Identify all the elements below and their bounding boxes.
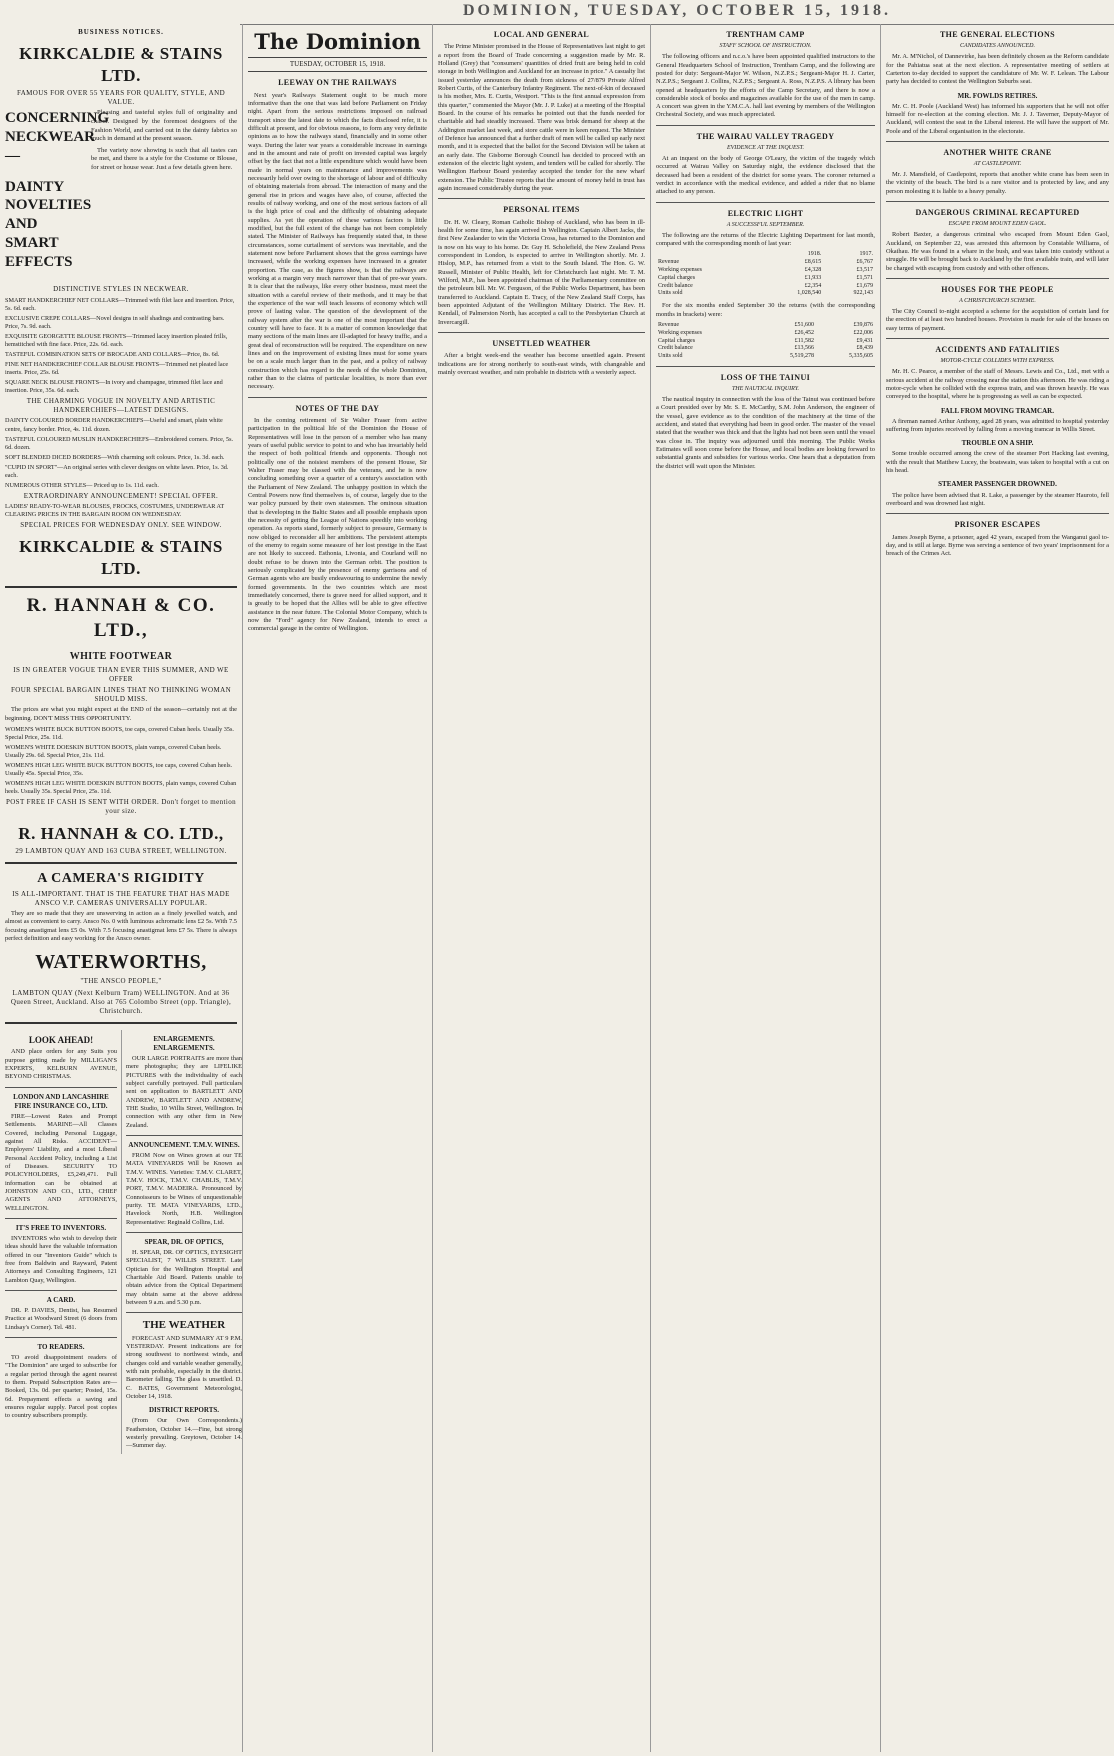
trentham-subhead: STAFF SCHOOL OF INSTRUCTION. <box>719 43 812 50</box>
drowned-heading: STEAMER PASSENGER DROWNED. <box>938 480 1057 489</box>
table-cell: £1,933 <box>804 274 822 281</box>
district-heading: DISTRICT REPORTS. <box>148 1406 220 1415</box>
ad-copy: OUR LARGE PORTRAITS are more than mere photographs; they are LIFELIKE PICTURES with the individuality of each subject carefully portrayed. Full particulars sent on application to BARTLETT AND ANDREW, BARTLETT AND ANDREW, THE Studio, 10 Willis Street, Wellington. In connection with any other firm in New Zealand. <box>126 1054 242 1129</box>
table-row <box>656 290 875 298</box>
table-header-cell: 1917. <box>859 251 873 258</box>
unsettled-weather-heading: UNSETTLED WEATHER <box>492 338 591 348</box>
handkerchief-heading: THE CHARMING VOGUE IN NOVELTY AND ARTISTIC HANDKERCHIEFS—LATEST DESIGNS. <box>26 397 216 415</box>
editorial-column <box>242 24 432 1752</box>
waterworths-banner: WATERWORTHS, <box>35 951 207 974</box>
ad-item: TASTEFUL COLOURED MUSLIN HANDKERCHIEFS—Embroidered corners. Price, 5s. 6d. dozen. <box>5 435 234 451</box>
table-cell: £2,354 <box>804 282 822 289</box>
wairau-text: At an inquest on the body of George O'Leary, the victim of the tragedy which occurred at Wairau Valley on Saturday night, the evidence disclosed that the deceased had been a resident of the district for some years. The coroner returned a verdict in accordance with the medical evidence, and added a rider that no blame attached to any person. <box>656 155 875 196</box>
accidents-text: Mr. H. C. Pearce, a member of the staff of Messrs. Lewis and Co., Ltd., met with a serious accident at the railway crossing near the station this afternoon. He was riding a motor-cycle when he collided with the express train, and was thrown heavily. He was conveyed to the hospital, where he is progressing as well as can be expected. <box>886 368 1109 401</box>
table-header-row <box>656 251 875 259</box>
hannah-banner: R. HANNAH & CO. LTD., <box>26 595 216 642</box>
drowned-text: The police have been advised that R. Lake, a passenger by the steamer Hauroto, fell overboard and was drowned last night. <box>886 491 1109 507</box>
accidents-subhead: MOTOR-CYCLE COLLIDES WITH EXPRESS. <box>940 358 1055 365</box>
district-copy: (From Our Own Correspondents.) Featherston, October 14.—Fine, but strong westerly prevailing. Greytown, October 14.—Summer day. <box>126 1417 242 1450</box>
shoe-item: WOMEN'S WHITE BUCK BUTTON BOOTS, toe caps, covered Cuban heels. Usually 35s. Special Price, 25s. 11d. <box>5 725 234 741</box>
elections-text: Mr. A. M'Nichol, of Dannevirke, has been definitely chosen as the Reform candidate for the Pahiatua seat at the next election. A representative meeting of settlers at Carterton to-day decided to support the candidature of Mr. W. F. Lelean. The Labour party has decided to contest the Wellington Suburbs seat. <box>886 53 1109 86</box>
criminal-subhead: ESCAPE FROM MOUNT EDEN GAOL. <box>948 221 1047 228</box>
ad-heading: ANNOUNCEMENT. T.M.V. WINES. <box>128 1140 240 1149</box>
table-cell: Revenue <box>658 259 679 266</box>
ad-copy: H. SPEAR, DR. OF OPTICS, EYESIGHT SPECIALIST, 7 WILLIS STREET. Late Optician for the Wellington Hospital and Charitable Aid Board. Patients unable to obtain advice from the Optical Department may obtain same at the above address between 9 a.m. and 5.30 p.m. <box>126 1249 242 1307</box>
post-free: POST FREE IF CASH IS SENT WITH ORDER. Don't forget to mention your size. <box>5 798 237 816</box>
camera-copy: They are so made that they are unswerving in action as a finely jewelled watch, and almost as convenient to carry. Ansco No. 0 with luminous achromatic lens £2 5s. With 7.5 focusing anastigmat lens £5 0s. With 7.5 focusing anastigmat lens £7 5s. There is always perfect definition and easy working for the Ansco owner. <box>5 910 237 943</box>
table-cell: £8,615 <box>804 259 822 266</box>
hannah-footer-banner: R. HANNAH & CO. LTD., <box>18 823 224 843</box>
tram-heading: FALL FROM MOVING TRAMCAR. <box>941 406 1054 415</box>
local-general-column <box>432 24 650 1752</box>
table-cell: 5,519,278 <box>790 353 815 360</box>
table-cell: 922,143 <box>853 290 873 297</box>
section-label: BUSINESS NOTICES. <box>78 28 164 36</box>
ad-item: SMART HANDKERCHIEF NET COLLARS—Trimmed with filet lace and insertion. Price, 5s. 6d. each. <box>5 296 235 312</box>
table-row <box>656 338 875 346</box>
tainui-subhead: THE NAUTICAL INQUIRY. <box>731 386 800 393</box>
ad-heading: SPEAR, DR. OF OPTICS, <box>144 1237 224 1246</box>
table-cell: Capital charges <box>658 337 696 344</box>
table-cell: £39,876 <box>853 321 873 328</box>
hannah-bargain: FOUR SPECIAL BARGAIN LINES THAT NO THINKING WOMAN SHOULD MISS. <box>10 686 232 704</box>
ad-heading: LONDON AND LANCASHIRE FIRE INSURANCE CO., LTD. <box>13 1092 109 1110</box>
criminal-text: Robert Baxter, a dangerous criminal who escaped from Mount Eden Gaol, Auckland, on September 22, was arrested this afternoon by Constable Williams, of Okaihau. He was found in a whare in the bush, and was taken into custody without a struggle. He will be brought back to Auckland by the first available train, and will later be charged with escaping from custody and with other offences. <box>886 231 1109 272</box>
camera-banner: A CAMERA'S RIGIDITY <box>37 870 205 886</box>
ad-heading: IT'S FREE TO INVENTORS. <box>15 1223 107 1232</box>
hannah-copy: The prices are what you might expect at the END of the season—certainly not at the beginning. DON'T MISS THIS OPPORTUNITY. <box>5 706 237 722</box>
ad-copy: TO avoid disappointment readers of "The Dominion" are urged to subscribe for a regular period through the agent nearest to them. Prepaid Subscription Rates are— Booked, 13s. 0d. per quarter; Posted, 15s. 6d. Prepayment effects a saving and ensures regular supply. Parcel post copies to country subscribers promptly. <box>5 1354 117 1420</box>
notes-heading: NOTES OF THE DAY <box>295 403 380 413</box>
ad-heading: ENLARGEMENTS. ENLARGEMENTS. <box>153 1034 215 1052</box>
ad-copy: INVENTORS who wish to develop their ideas should have the valuable information offered in our "Inventors Guide" which is free from Baldwin and Rayward, Patent Attorneys and Consulting Engineers, 121 Lambton Quay, Wellington. <box>5 1235 117 1284</box>
electric-returns-table <box>656 251 875 298</box>
tram-text: A fireman named Arthur Anthony, aged 28 years, was admitted to hospital yesterday suffering from injuries received by falling from a moving tramcar in Willis Street. <box>886 417 1109 433</box>
table-cell: £1,679 <box>856 282 873 289</box>
ad-item: "CUPID IN SPORT"—An original series with clever designs on white lawn. Price, 1s. 3d. each. <box>5 463 229 479</box>
kirkcaldie-banner: KIRKCALDIE & STAINS LTD. <box>19 44 223 86</box>
ad-item: TASTEFUL COMBINATION SETS OF BROCADE AND COLLARS—Price, 8s. 6d. <box>5 350 220 358</box>
table-cell: £3,517 <box>856 267 873 274</box>
unsettled-weather-text: After a bright week-end the weather has become unsettled again. Present indications are for strong northerly to south-east winds, with changeable and mainly overcast weather, and rain probable in districts with a westerly aspect. <box>438 352 645 376</box>
table-cell: £1,571 <box>856 274 873 281</box>
fowlds-heading: MR. FOWLDS RETIRES. <box>957 91 1038 100</box>
copy-paragraph: Pleasing and tasteful styles full of originality and charm. Designed by the foremost designers of the Fashion World, and carried out in the dainty fabrics so much in demand at the present season. <box>91 109 237 143</box>
ad-item: EXCLUSIVE CREPE COLLARS—Novel designs in self shadings and contrasting bars. Price, 7s. 9d. each. <box>5 314 225 330</box>
personal-items-text: Dr. H. W. Cleary, Roman Catholic Bishop of Auckland, who has been in ill-health for some time, has again arrived in Wellington. Captain Albert Jacks, the first New Zealander to win the Victoria Cross, has returned to the Dominion and is now on his way to his home. Dr. Guy H. Scholefield, the New Zealand Press correspondent in London, is expected to arrive in Wellington shortly. Mr. J. Hislop, M.P., has returned from a visit to the South Island. The Hon. G. W. Russell, Minister of Public Health, left for Christchurch last night. Mr. T. M. Wilford, M.P., has been appointed chairman of the Parliamentary committee on the petroleum bill. Mr. W. Ferguson, of the Public Works Department, has been transferred to Auckland. Captain E. Tracy, of the New Zealand Staff Corps, has been appointed Adjutant of the Wellington Military District. The Rev. H. Kendall, of Palmerston North, has accepted a call to the Presbyterian Church at Invercargill. <box>438 218 645 326</box>
electric-light-intro: The following are the returns of the Electric Lighting Department for last month, compared with the corresponding month of last year: <box>656 231 875 248</box>
issue-date: TUESDAY, OCTOBER 15, 1918. <box>248 57 427 72</box>
local-general-heading: LOCAL AND GENERAL <box>493 30 590 39</box>
special-offer: EXTRAORDINARY ANNOUNCEMENT! SPECIAL OFFER. <box>23 491 219 500</box>
table-cell: Capital charges <box>658 274 696 281</box>
houses-heading: HOUSES FOR THE PEOPLE <box>941 284 1054 294</box>
table-row <box>656 275 875 283</box>
ad-item: FINE NET HANDKERCHIEF COLLAR BLOUSE FRONTS—Trimmed net pleated lace inserts. Price, 25s. 6d. <box>5 361 229 377</box>
ship-text: Some trouble occurred among the crew of the steamer Port Hacking last evening, with the result that Matthew Lucey, the boatswain, was taken to hospital with a cut on his head. <box>886 450 1109 475</box>
prisoner-text: James Joseph Byrne, a prisoner, aged 42 years, escaped from the Wanganui gaol to-day, and is still at large. Byrne was serving a sentence of two years' imprisonment for a breach of the Crimes Act. <box>886 533 1109 558</box>
elections-subhead: CANDIDATES ANNOUNCED. <box>959 43 1035 50</box>
table-row <box>656 259 875 267</box>
electric-halfyear-table <box>656 322 875 361</box>
neckwear-copy <box>91 109 237 172</box>
electric-light-subhead: A SUCCESSFUL SEPTEMBER. <box>726 222 805 229</box>
houses-text: The City Council to-night accepted a scheme for the acquisition of certain land for the erection of at least two hundred houses. Provision is made for sale of the houses on easy terms of payment. <box>886 308 1109 332</box>
ad-item: SQUARE NECK BLOUSE FRONTS—In ivory and champagne, trimmed filet lace and insertion. Price, 35s. 6d. each. <box>5 379 223 395</box>
table-cell: Units sold <box>658 353 683 360</box>
table-cell: Units sold <box>658 290 683 297</box>
local-general-text: The Prime Minister promised in the House of Representatives last night to get a report from the Board of Trade concerning a suggestion made by Mr. R. Holland (Grey) that "consumers' quantities of dried fruit are being held in cold storage in both Wellington and Auckland for an increase in price." A casualty list issued yesterday announces the death from sickness of 27/879 Private Alfred Robert Curtis, of the Canterbury Infantry Regiment. The next-of-kin of deceased is his mother, Mrs. E. Curtis, Westport. "This is the first annual expression from this quarter," commented the Mayor (Mr. J. P. Luke) at a meeting of the Hospital Board. In the course of his remarks he pointed out that the funds needed for charitable aid had steadily increased. There was brisk demand for sheep at the Addington market last week, and store cattle were in keen request. The Minister of Defence has announced that a further draft of men will be called up early next month, and it is expected that the ballot for the Second Division will be taken at an early date. The Gisborne Borough Council has decided to proceed with an extension of the electric light system, and tenders will be called for shortly. The Wellington Harbour Board yesterday accepted the tender for the new wharf extension. The Public Trustee reports that the amount of money held in trust has again increased considerably during the year. <box>438 43 645 192</box>
leader-heading: LEEWAY ON THE RAILWAYS <box>278 78 397 88</box>
shoe-item: WOMEN'S WHITE DOESKIN BUTTON BOOTS, plain vamps, covered Cuban heels. Usually 29s. 6d. Special Price, 21s. 11d. <box>5 743 222 760</box>
weather-heading: THE WEATHER <box>142 1319 226 1332</box>
shoe-item: WOMEN'S HIGH LEG WHITE BUCK BUTTON BOOTS, toe caps, covered Cuban heels. Usually 45s. Special Price, 35s. <box>5 762 233 778</box>
table-row <box>656 322 875 330</box>
weather-copy: FORECAST AND SUMMARY AT 9 P.M. YESTERDAY. Present indications are for strong southwest to northwest winds, and changes cold and variable weather generally, with rain probable, especially in the district. Barometer falling. The glass is unsettled. D. C. BATES, Government Meteorologist, October 14, 1918. <box>126 1334 242 1400</box>
table-cell: 5,335,605 <box>849 353 873 360</box>
ad-item: EXQUISITE GEORGETTE BLOUSE FRONTS—Trimmed lacey insertion pleated frills, hemstitched with fine face. Price, 22s. 6d. each. <box>5 332 228 348</box>
hannah-address: 29 LAMBTON QUAY AND 163 CUBA STREET, WELLINGTON. <box>15 846 227 855</box>
waterworths-address: LAMBTON QUAY (Next Kelburn Tram) WELLINGTON. And at 36 Queen Street, Auckland. Also at 765 Colombo Street (opp. Triangle), Christchurch. <box>10 988 232 1015</box>
camera-subhead: IS ALL-IMPORTANT. THAT IS THE FEATURE THAT HAS MADE ANSCO V.P. CAMERAS UNIVERSALLY POPULAR. <box>12 889 230 907</box>
news-column-right <box>880 24 1114 1752</box>
table-cell: Credit balance <box>658 282 693 289</box>
tainui-heading: LOSS OF THE TAINUI <box>720 372 811 382</box>
table-cell: £9,431 <box>856 337 873 344</box>
crane-heading: ANOTHER WHITE CRANE <box>943 147 1052 157</box>
table-cell: Credit balance <box>658 345 693 352</box>
fowlds-text: Mr. C. H. Poole (Auckland West) has informed his supporters that he will not offer himself for re-election at the coming election. Mr. J. J. Taverner, Deputy-Mayor of Auckland, will contest the seat in the Liberal interest. He will have the support of Mr. Poole and of the Liberal organisation in the electorate. <box>886 102 1109 135</box>
kirkcaldie-banner-footer: KIRKCALDIE & STAINS LTD. <box>19 537 223 579</box>
prisoner-heading: PRISONER ESCAPES <box>954 520 1041 530</box>
table-cell: £11,582 <box>794 337 815 344</box>
table-cell: £13,566 <box>794 345 815 352</box>
lower-ads <box>5 1030 242 1752</box>
page-header-strip: DOMINION, TUESDAY, OCTOBER 15, 1918. <box>240 0 1114 25</box>
crane-text: Mr. J. Mansfield, of Castlepoint, reports that another white crane has been seen in the vicinity of the beach. The bird is a rare visitor and is protected by law, and any person molesting it is liable to a heavy penalty. <box>886 171 1109 195</box>
newspaper-masthead: The Dominion <box>254 29 421 54</box>
table-row <box>656 353 875 361</box>
headline-word: DAINTY NOVELTIES AND SMART EFFECTS <box>5 178 92 270</box>
trentham-heading: TRENTHAM CAMP <box>726 30 805 39</box>
table-row <box>656 267 875 275</box>
personal-items-heading: PERSONAL ITEMS <box>503 205 580 215</box>
neckwear-headline <box>5 109 110 283</box>
wairau-heading: THE WAIRAU VALLEY TRAGEDY <box>696 131 835 141</box>
electric-light-heading: ELECTRIC LIGHT <box>727 208 804 218</box>
leader-text: Next year's Railways Statement ought to be much more informative than the one that was laid before Parliament on Friday night. Apart from the serious restrictions imposed on railroad transport since the latest date to which the facts disclosed refer, it is difficult at present, and for obvious reasons, to form any very definite opinions as to how the railways stand, financially and in some other ways. During the later war years a considerable increase in earnings and in the amount and rate of profit on invested capital was largely offset by the fact that not a little expenditure which would have been made in normal years on maintenance and improvements was necessarily held over owing to the shortage of labour and of difficulty of obtaining materials from abroad. The interaction of many and the general rise in prices and wages have also, of course, affected the results of railway working, and one of the most serious factors of all is the high price of coal and the difficulty of obtaining adequate supplies. As yet the operation of these various factors is little modified, but the full extent of the change has not been completely stated. The Minister of Railways has frequently stated that, in these circumstances, some curtailment of services was inevitable, and the statement now before Parliament shows that the gross earnings have increased, while the working expenses have increased in a greater proportion. The case, as the figures show, is that the railways are working at a margin very much narrower than that of pre-war years. It is clear that the railways, like every other business, must meet the situation with a careful review of their methods, and it may be that the experience of the war will teach lessons of economy which will prove of lasting value. The question of the development of the railway system after the war is one of the most important that the country will have to face. It is a matter of common knowledge that many sections of the main lines are ill-adapted for heavy traffic, and a great deal of reconstruction will be required. The expenditure on new lines and on the improvement of existing lines must for some years be on a scale much larger than in the past, and a policy of railway construction which has regard to the needs of the whole Dominion, rather than to the claims of particular localities, is more than ever necessary. <box>248 91 427 391</box>
ad-item: SOFT BLENDED DICED BORDERS—With charming soft colours. Price, 1s. 3d. each. <box>5 453 225 461</box>
criminal-heading: DANGEROUS CRIMINAL RECAPTURED <box>915 208 1080 218</box>
lower-ads-right <box>121 1030 242 1454</box>
table-cell: Working expenses <box>658 329 703 336</box>
lower-ads-left <box>5 1030 117 1424</box>
distinct-heading: DISTINCTIVE STYLES IN NECKWEAR. <box>53 285 189 294</box>
table-header-cell: 1918. <box>807 251 822 258</box>
table-header-cell <box>656 251 762 259</box>
neckwear-block <box>5 109 237 283</box>
ad-item: LADIES' READY-TO-WEAR BLOUSES, FROCKS, COSTUMES, UNDERWEAR AT CLEARING PRICES IN THE BARGAIN ROOM ON WEDNESDAY. <box>5 503 225 519</box>
shoe-item: WOMEN'S HIGH LEG WHITE DOESKIN BUTTON BOOTS, plain vamps, covered Cuban heels. Usually 35s. Special Price, 25s. 11d. <box>5 780 237 796</box>
electric-light-note: For the six months ended September 30 the returns (with the corresponding months in brackets) were: <box>656 302 875 318</box>
hannah-tagline: IS IN GREATER VOGUE THAN EVER THIS SUMMER, AND WE OFFER <box>13 665 229 683</box>
ad-item: DAINTY COLOURED BORDER HANDKERCHIEFS—Useful and smart, plain white centre, fancy border. Price, 4s. 11d. dozen. <box>5 417 223 433</box>
ad-heading: A CARD. <box>46 1295 76 1304</box>
table-cell: £6,767 <box>856 259 873 266</box>
table-cell: Revenue <box>658 321 679 328</box>
ad-item: NUMEROUS OTHER STYLES— Priced up to 1s. 11d. each. <box>5 481 159 489</box>
accidents-heading: ACCIDENTS AND FATALITIES <box>935 345 1060 355</box>
table-row <box>656 330 875 338</box>
table-cell: £8,439 <box>856 345 873 352</box>
ad-copy: AND place orders for any Suits you purpose getting made by MILLIGAN'S EXPERTS, KELBURN AVENUE, BEYOND CHRISTMAS. <box>5 1048 117 1081</box>
copy-paragraph: The variety now showing is such that all tastes can be met, and there is a style for the Costume or Blouse, for street or house wear. Just a few details given here. <box>91 146 237 171</box>
elections-heading: THE GENERAL ELECTIONS <box>939 30 1056 39</box>
wairau-subhead: EVIDENCE AT THE INQUEST. <box>726 145 805 152</box>
houses-subhead: A CHRISTCHURCH SCHEME. <box>959 298 1036 305</box>
table-cell: Working expenses <box>658 267 703 274</box>
kirkcaldie-tagline: FAMOUS FOR OVER 55 YEARS FOR QUALITY, STYLE, AND VALUE. <box>16 89 226 107</box>
news-column <box>650 24 880 1752</box>
table-cell: £22,006 <box>853 329 873 336</box>
ad-copy: FROM Now on Wines grown at our TE MATA VINEYARDS Will be Known as T.M.V. WINES. Varieties: T.M.V. CLARET, T.M.V. HOCK, T.M.V. CHABLIS, T.M.V. PORT, T.M.V. MADEIRA. Pronounced by Connoisseurs to be Wines of unquestionable purity. TE MATA VINEYARDS, LTD., Havelock North, H.B. Wellington Representative: Reginald Collins, Ltd. <box>126 1152 242 1226</box>
waterworths-sub: "THE ANSCO PEOPLE," <box>80 977 162 986</box>
notes-text: In the coming retirement of Sir Walter Fraser from active participation in the political life of the Dominion the House of Representatives will lose in the person of a member who has many years of useful public service to point to and who has invariably held the respect of both political friends and opponents. Though not politically one of the noisiest members of the present House, Sir Walter Fraser may be classed with the veterans, and he is now concluding something over a quarter of a century's association with the Parliament of New Zealand. The unhappy position in which the Central Powers now find themselves is, of course, largely due to the war policy pursued by their own statesmen. The ominous situation that is developing in the Baltic States and all possible emphasis upon the necessity of getting the League of Nations speedily into working operation. As reports stand, formerly subject to pressure, Germany is now obliged to reconsider all her ambitions. The persistent attempts of the enemy to regain some measure of her lost prestige in the East are not likely to succeed. Esthonia, Livonia, and Courland will no doubt refuse to be drawn into the German orbit. The position is seriously complicated by the presence of enemy garrisons and of German agents who are busily endeavouring to undermine the newly formed governments. In the two countries which are most immediately concerned, there is grave need for allied support, and it is greatly to be hoped that the Allies will be able to give effective assistance in the near future. The Colonial Motor Company, which is now the "Ford" agency for New Zealand, intends to erect a commercial garage in the centre of Wellington. <box>248 416 427 633</box>
table-row <box>656 345 875 353</box>
table-row <box>656 283 875 291</box>
ad-copy: DR. P. DAVIES, Dentist, has Resumed Practice at Woodward Street (6 doors from Lindsay's Corner). Tel. 481. <box>5 1307 117 1331</box>
tainui-text: The nautical inquiry in connection with the loss of the Tainui was continued before a Court presided over by Mr. S. E. McCarthy, S.M. John Anderson, the engineer of the vessel, gave evidence as to the condition of the machinery at the time of the accident, and stated that everything had been in good order. The master of the vessel stated that the weather was thick and that the lights had not been seen until the vessel was close in. The inquiry was adjourned until this morning. The Public Works Estimates will soon come before the House, and local bodies are looking forward to substantial grants and subsidies for various works. One hears that a deputation from the district will wait upon the Minister. <box>656 396 875 470</box>
table-cell: £4,328 <box>804 267 822 274</box>
special-prices: SPECIAL PRICES FOR WEDNESDAY ONLY. SEE WINDOW. <box>20 521 222 530</box>
table-cell: 1,028,540 <box>797 290 822 297</box>
ad-copy: FIRE—Lowest Rates and Prompt Settlements. MARINE—All Classes Covered, including Personal Luggage, against All Risks. ACCIDENT—Employers' Liability, and a most Liberal Personal Accident Policy, including a List of Diseases. SECURITY TO POLICYHOLDERS, £5,249,471. Full information can be obtained at JOHNSTON AND CO., LTD., CHIEF AGENTS AND ATTORNEYS, WELLINGTON. <box>5 1112 117 1212</box>
advertisements-column <box>0 24 242 1752</box>
white-footwear-heading: WHITE FOOTWEAR <box>69 650 173 662</box>
ad-heading: TO READERS. <box>37 1343 85 1352</box>
headline-word: CONCERNING NECKWEAR— <box>5 110 110 164</box>
table-cell: £51,600 <box>794 321 815 328</box>
trentham-text: The following officers and n.c.o.'s have been appointed qualified instructors to the General Headquarters School of Instruction, Trentham Camp, and the following are posted for duty: Sergeant-Major W. Wilson, N.Z.P.S.; Sergeant-Major H. J. Carter, N.Z.P.S.; Sergeant J. Collins, N.Z.P.S.; Sergeant A. Ross, N.Z.P.S. A library has been opened at headquarters by the efforts of the Camp Secretary, and there is now a considerable stock of books and magazines available for the use of the men in camp. A concert was given in the Y.M.C.A. hall last evening by members of the Wellington Orchestral Society, and was much appreciated. <box>656 53 875 119</box>
ship-heading: TROUBLE ON A SHIP. <box>961 439 1034 448</box>
crane-subhead: AT CASTLEPOINT. <box>973 161 1022 168</box>
table-cell: £26,452 <box>794 329 815 336</box>
ad-heading: LOOK AHEAD! <box>28 1034 94 1045</box>
